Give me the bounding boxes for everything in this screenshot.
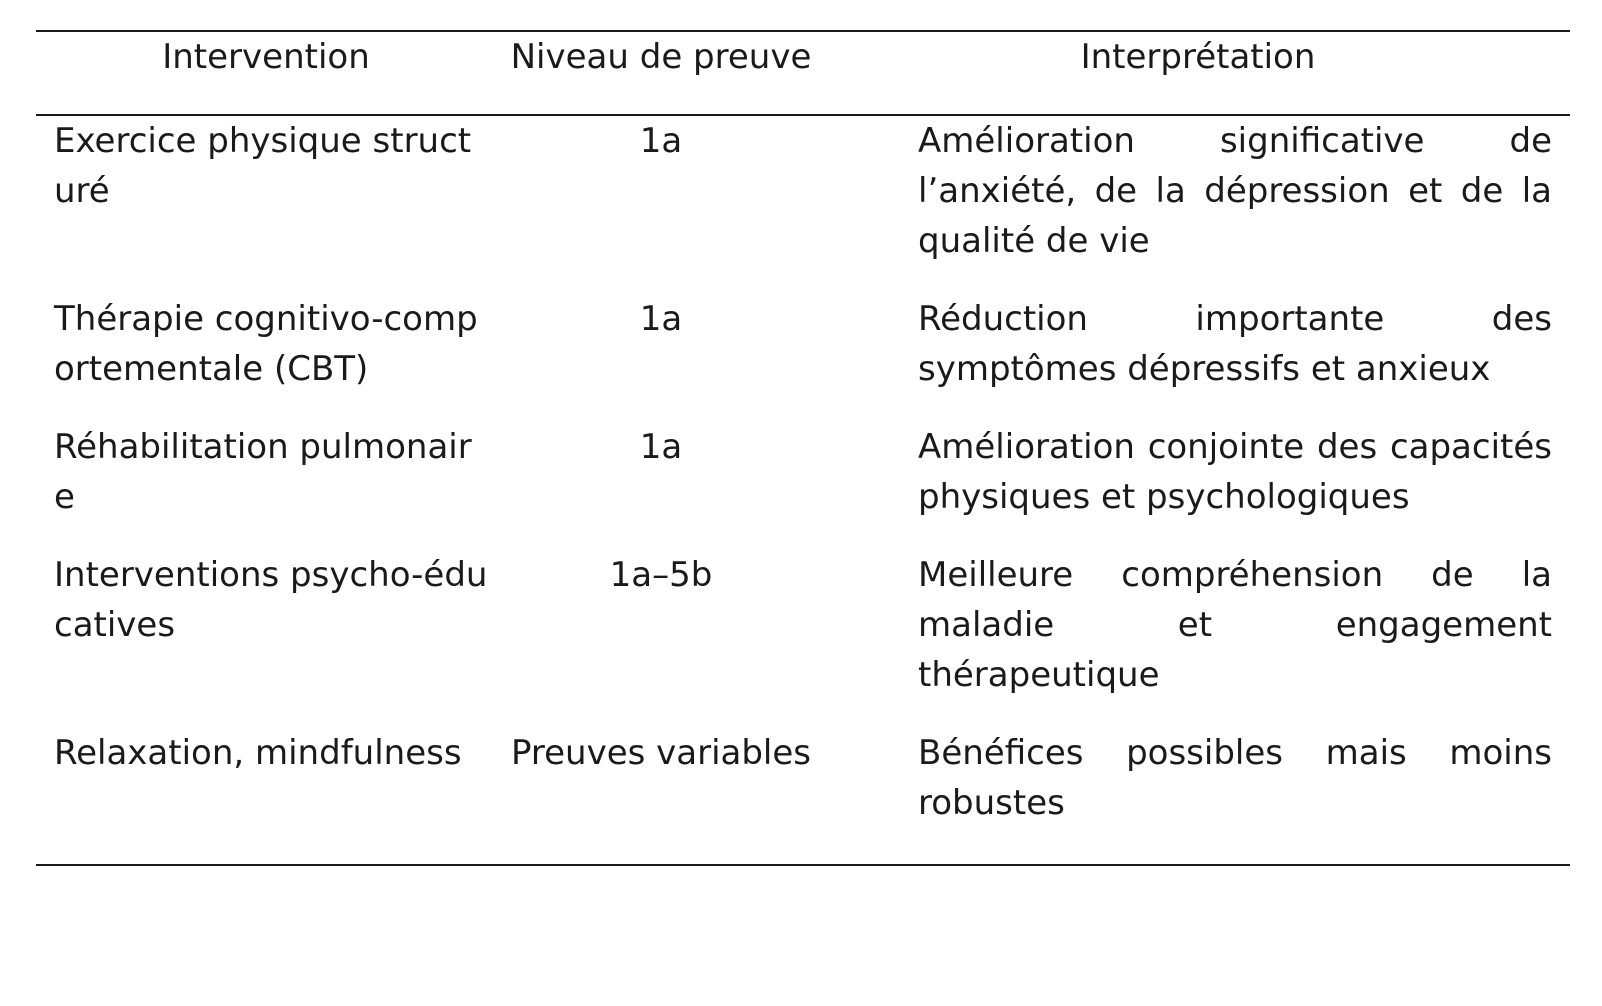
interpretation-cell: Amélioration significative de l’anxiété, de la dépression et de la qualité de vie [918, 121, 1552, 261]
table-row [36, 422, 1570, 550]
table-row [36, 115, 1570, 294]
level-cell: 1a [639, 121, 683, 161]
intervention-cell: Thérapie cognitivo-comportementale (CBT) [54, 299, 478, 389]
table-header [36, 31, 1570, 115]
evidence-table [36, 30, 1570, 866]
table-row [36, 294, 1570, 422]
level-cell: 1a [639, 299, 683, 339]
intervention-cell: Relaxation, mindfulness [54, 733, 462, 773]
intervention-cell: Réhabilitation pulmonaire [54, 427, 472, 517]
table-body [36, 115, 1570, 865]
header-interpretation: Interprétation [1080, 37, 1316, 77]
level-cell: 1a [639, 427, 683, 467]
level-cell: Preuves variables [510, 733, 812, 773]
header-intervention: Intervention [162, 37, 370, 77]
level-cell: 1a–5b [609, 555, 713, 595]
header-level: Niveau de preuve [510, 37, 812, 77]
header-row [36, 31, 1570, 115]
interpretation-cell: Amélioration conjointe des capacités physiques et psychologiques [918, 427, 1552, 517]
intervention-cell: Interventions psycho-éducatives [54, 555, 488, 645]
interpretation-cell: Bénéfices possibles mais moins robustes [918, 733, 1552, 823]
table-row [36, 728, 1570, 865]
table-row [36, 550, 1570, 728]
intervention-cell: Exercice physique structuré [54, 121, 472, 211]
interpretation-cell: Meilleure compréhension de la maladie et engagement thérapeutique [918, 555, 1552, 695]
interpretation-cell: Réduction importante des symptômes dépressifs et anxieux [918, 299, 1552, 389]
